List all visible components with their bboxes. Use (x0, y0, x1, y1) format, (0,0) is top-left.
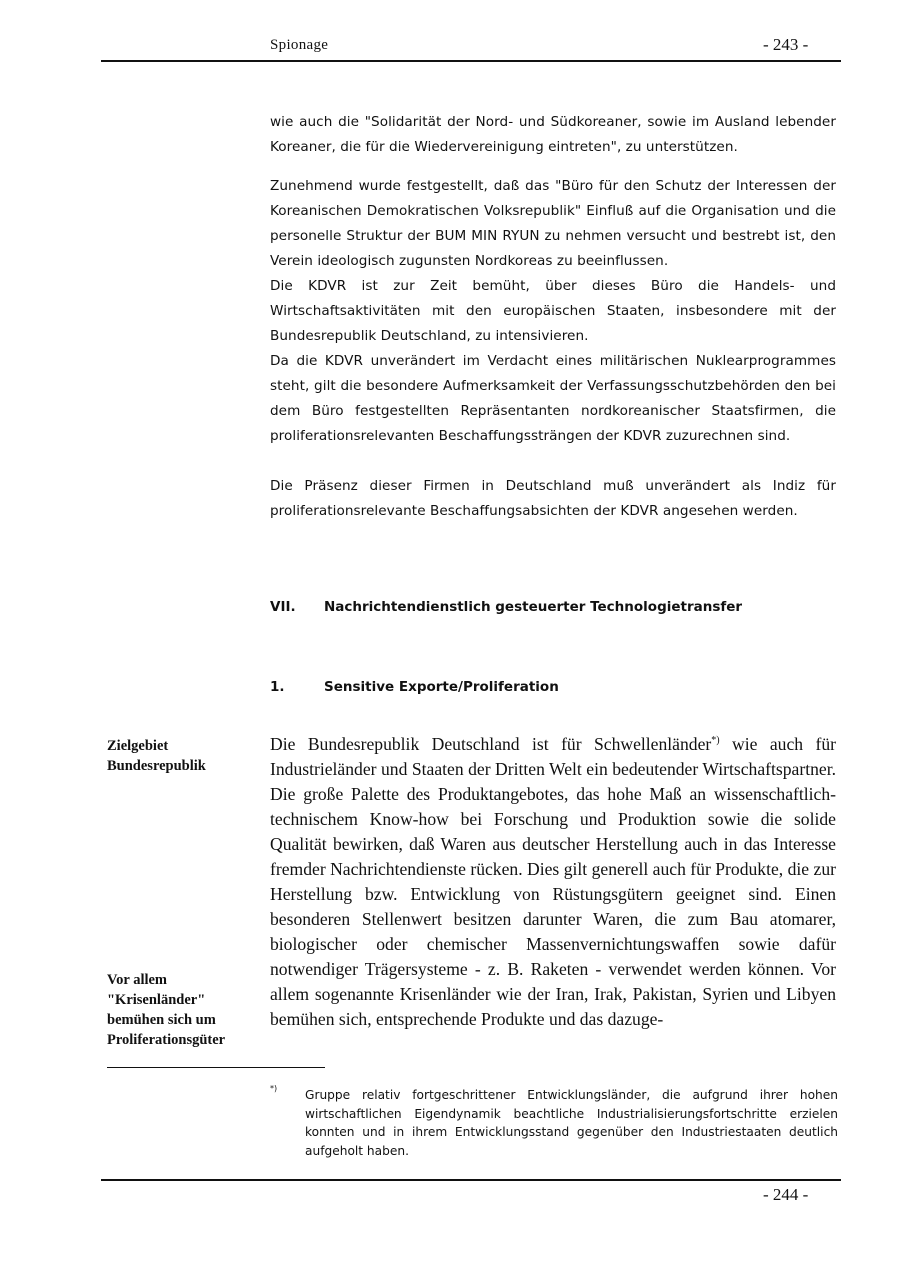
margin-note-target-area: Zielgebiet Bundesrepublik (107, 738, 206, 774)
subsection-heading (270, 679, 559, 695)
section-number: VII. (270, 599, 296, 615)
paragraph-solidarity: wie auch die "Solidarität der Nord- und Südkoreaner, sowie im Ausland lebender Koreaner, die für die Wiedervereinigung eintreten", zu unterstützen. (270, 114, 836, 155)
paragraph-buero-influence: Zunehmend wurde festgestellt, daß das "Büro für den Schutz der Interessen der Koreanischen Demokratischen Volksrepublik" Einfluß auf die Organisation und die personelle Struktur der BUM MIN RYUN zu nehmen versucht und bestrebt ist, den Verein ideologisch zugunsten Nordkoreas zu beeinflussen. (270, 178, 836, 269)
subsection-title: Sensitive Exporte/Proliferation (324, 679, 559, 695)
footnote-separator (107, 1067, 325, 1068)
footer-rule (101, 1179, 841, 1181)
footnote-mark: *) (270, 1084, 278, 1093)
footnote-reference[interactable]: *) (711, 735, 720, 747)
body-text-start: Die Bundesrepublik Deutschland ist für Schwellenländer (270, 734, 712, 754)
page-number-top: - 243 - (763, 35, 809, 54)
footnote-text: Gruppe relativ fortgeschrittener Entwicklungsländer, die aufgrund ihrer hohen wirtschaftlichen Eigendynamik beachtliche Industrialisierungsfortschritte erzielen konnten und in ihrem Entwicklungsstand gegenüber den Industriestaaten deutlich aufgeholt haben. (305, 1088, 838, 1158)
header-rule (101, 60, 841, 62)
body-text-continued: wie auch für Industrieländer und Staaten der Dritten Welt ein bedeutender Wirtschaftspartner. Die große Palette des Produktangebotes, das hohe Maß an wissenschaftlich-technischem Know-how bei Forschung und Produktion sowie die solide Qualität bewirken, daß Waren aus deutscher Herstellung auch in das Interesse fremder Nachrichtendienste rücken. Dies gilt generell auch für Produkte, die zur Herstellung bzw. Entwicklung von Rüstungsgütern geeignet sind. Einen besonderen Stellenwert besitzen darunter Waren, die zum Bau atomarer, biologischer oder chemischer Massenvernichtungswaffen sowie dafür notwendiger Trägersysteme - z. B. Raketen - verwendet werden können. Vor allem sogenannte Krisenländer wie der Iran, Irak, Pakistan, Syrien und Libyen bemühen sich, entsprechende Produkte und das dazuge- (270, 734, 837, 1029)
section-heading (270, 599, 742, 615)
body-text (270, 732, 836, 1032)
section-title: Nachrichtendienstlich gesteuerter Technologietransfer (324, 599, 743, 615)
paragraph-trade-activities: Die KDVR ist zur Zeit bemüht, über dieses Büro die Handels- und Wirtschaftsaktivitäten mit den europäischen Staaten, insbesondere mit der Bundesrepublik Deutschland, zu intensivieren. (270, 278, 836, 344)
margin-note-crisis-countries: Vor allem "Krisenländer" bemühen sich um Proliferationsgüter (107, 972, 226, 1048)
intro-text (270, 110, 836, 524)
paragraph-nuclear-suspicion: Da die KDVR unverändert im Verdacht eines militärischen Nuklearprogrammes steht, gilt die besondere Aufmerksamkeit der Verfassungsschutzbehörden den bei dem Büro festgestellten Repräsentanten nordkoreanischer Staatsfirmen, die proliferationsrelevanten Beschaffungssträngen der KDVR zuzurechnen sind. (270, 353, 836, 444)
subsection-number: 1. (270, 679, 285, 695)
paragraph-company-presence: Die Präsenz dieser Firmen in Deutschland muß unverändert als Indiz für proliferationsrelevante Beschaffungsabsichten der KDVR angesehen werden. (270, 478, 836, 519)
page-number-bottom: - 244 - (763, 1185, 809, 1204)
running-title: Spionage (270, 37, 329, 53)
